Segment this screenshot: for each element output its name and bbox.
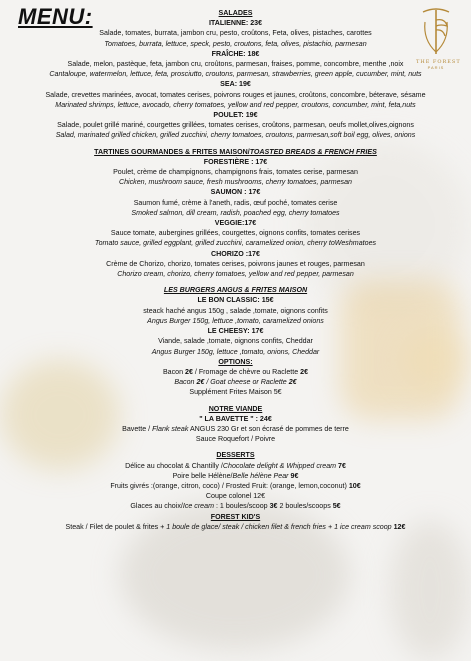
section-title-tartines [0,147,471,157]
logo-name: THE FOREST [416,59,461,65]
option-text: / Goat cheese or Raclette [204,378,289,387]
dessert-line: Coupe colonel 12€ [205,492,266,501]
item-desc-fr: Bavette / [122,424,153,433]
dessert-fr: Fruits givrés :(orange, citron, coco) / Frosted Fruit: (orange, lemon,coconut) [110,481,347,490]
item-name: LE CHEESY: 17€ [207,327,264,336]
option-price: 2€ [185,367,193,376]
dessert-fr: 2 boules/scoops [277,502,333,511]
dessert-line [0,471,471,481]
section-title-kids: FOREST KID'S [210,512,261,521]
item-desc-fr: Saumon fumé, crème à l'aneth, radis, œuf poché, tomates cerise [133,198,338,207]
item-name: " LA BAVETTE " : 24€ [199,414,272,423]
dessert-fr: Délice au chocolat & Chantilly / [125,461,223,470]
dessert-price: 3€ [269,502,278,511]
item-desc-fr: Salade, melon, pastèque, feta, jambon cru, croûtons, parmesan, fraises, pomme, concombre, menthe ,noix [67,60,404,69]
dessert-fr: Poire belle Hélène/ [172,471,233,480]
option-text: Bacon [162,367,186,376]
item-desc-en: Angus Burger 150g, lettuce ,tomato, onions, Cheddar [151,347,320,356]
item-desc-en: Tomatoes, burrata, lettuce, speck, pesto, croutons, feta, olives, pistachio, parmesan [104,39,367,48]
item-name: SAUMON : 17€ [210,188,261,197]
dessert-line [0,481,471,491]
item-desc-en: Marinated shrimps, lettuce, avocado, cherry tomatoes, yellow and red pepper, croutons, concumber, mint, feta,nuts [55,100,416,109]
dessert-price: 10€ [346,481,361,490]
item-desc-en: Chorizo cream, chorizo, cherry tomatoes, yellow and red pepper, parmesan [117,270,354,279]
item-name: LE BON CLASSIC: 15€ [197,296,274,305]
kids-fr: Steak / Filet de poulet & frites [65,522,161,531]
dessert-fr: Glaces au choix/ [130,502,183,511]
option-text: / Fromage de chèvre ou Raclette [192,367,301,376]
item-name: CHORIZO :17€ [211,249,260,258]
item-desc-fr: Poulet, crème de champignons, champignons frais, tomates cerise, parmesan [113,168,358,177]
item-desc-en: Flank steak [152,424,189,433]
item-desc-fr: Salade, poulet grillé mariné, courgettes grillées, tomates cerises, croûtons, parmesan, oeufs mollet,olives,oignons [57,121,414,130]
item-desc-fr: steack haché angus 150g , salade ,tomate, oignons confits [143,306,328,315]
kids-en: + 1 boule de glace/ steak / chicken filet & french fries + 1 ice cream scoop [160,522,392,531]
item-desc-en: Angus Burger 150g, lettuce ,tomato, caramelized onions [147,316,324,325]
item-desc-en: Tomato sauce, grilled eggplant, grilled zucchini, caramelized onion, cherry toWeshmatoes [94,239,377,248]
dessert-price: 7€ [336,461,346,470]
kids-price: 12€ [391,522,406,531]
logo-sub: PARIS [427,65,445,70]
section-title-desserts: DESSERTS [216,451,255,460]
menu-content [0,8,471,532]
item-desc-fr: Viande, salade ,tomate, oignons confits, Cheddar [158,337,313,346]
supplement-line: Supplément Frites Maison 5€ [189,388,282,397]
dessert-en: Ice cream [182,502,214,511]
item-desc-fr: Sauce tomate, aubergines grillées, courgettes, oignons confits, tomates cerises [110,229,361,238]
dessert-fr: : 1 boules/scoop [214,502,270,511]
option-line [0,377,471,387]
section-title-fr: TARTINES GOURMANDES & FRITES MAISON/ [94,147,250,156]
item-desc-en: Cantaloupe, watermelon, lettuce, feta, prosciutto, croutons, parmesan, strawberries, green apple, cucumber, mint, nuts [49,70,422,79]
item-name: VEGGIE:17€ [214,219,257,228]
item-sauce: Sauce Roquefort / Poivre [195,435,276,444]
item-desc-fr: Salade, crevettes marinées, avocat, tomates cerises, poivrons rouges et jaunes, croûtons, concombre, béterave, sésame [45,90,426,99]
item-desc-fr: ANGUS 230 Gr et son écrasé de pommes de terre [188,424,349,433]
dessert-line [0,501,471,511]
item-desc-fr: Salade, tomates, burrata, jambon cru, pesto, croûtons, Feta, olives, pistaches, carottes [99,29,372,38]
option-text: Bacon [174,378,197,387]
background-cutlery [390,520,470,660]
menu-title: MENU: [18,4,93,29]
item-name: ITALIENNE: 23€ [208,19,263,28]
dessert-en: Chocolate delight & Whipped cream [222,461,337,470]
section-title-burgers: LES BURGERS ANGUS & FRITES MAISON [163,286,308,295]
item-desc [0,424,471,434]
option-line [0,367,471,377]
dessert-en: Belle hélène Pear [232,471,289,480]
section-title-viande: NOTRE VIANDE [208,404,263,413]
option-price: 2€ [196,378,205,387]
option-price: 2€ [288,378,297,387]
item-name: POULET: 19€ [213,111,258,120]
item-name: SEA: 19€ [220,80,251,89]
item-name: FORESTIÈRE : 17€ [203,157,268,166]
options-title: OPTIONS: [218,357,253,366]
dessert-price: 5€ [332,502,341,511]
item-desc-en: Salad, marinated grilled chicken, grilled zucchini, cherry tomatoes, croutons, parmesan,soft boil egg, olives, onions [55,131,416,140]
section-title-salades: SALADES [218,9,253,17]
item-desc-en: Chicken, mushroom sauce, fresh mushrooms, cherry tomatoes, parmesan [118,178,352,187]
section-title-en: TOASTED BREADS & FRENCH FRIES [249,147,377,156]
item-desc-fr: Crème de Chorizo, chorizo, tomates cerises, poivrons jaunes et rouges, parmesan [106,259,365,268]
item-name: FRAÎCHE: 18€ [211,49,260,58]
kids-line [0,522,471,532]
dessert-line [0,461,471,471]
item-desc-en: Smoked salmon, dill cream, radish, poached egg, cherry tomatoes [131,208,340,217]
dessert-price: 9€ [288,471,299,480]
option-price: 2€ [300,367,309,376]
